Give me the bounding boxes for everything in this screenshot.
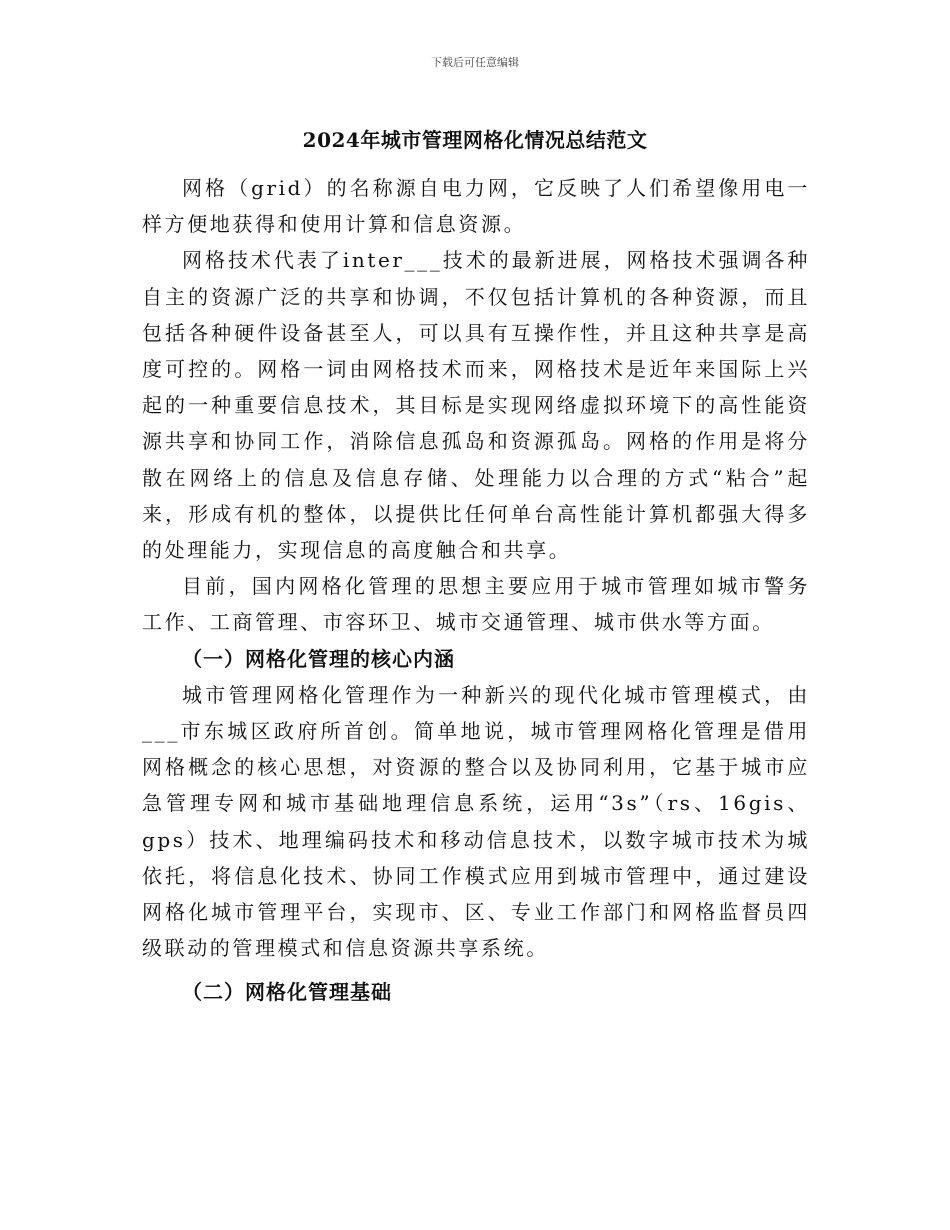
section-heading-core: （一）网格化管理的核心内涵 (182, 646, 455, 671)
paragraph-current-application: 目前，国内网格化管理的思想主要应用于城市管理如城市警务工作、工商管理、市容环卫、城市交通管理、城市供水等方面。 (142, 574, 810, 635)
paragraph-grid-technology: 网格技术代表了inter___技术的最新进展，网格技术强调各种自主的资源广泛的共享和协调，不仅包括计算机的各种资源，而且包括各种硬件设备甚至人，可以具有互操作性，并且这种共享是高度可控的。网格一词由网格技术而来，网格技术是近年来国际上兴起的一种重要信息技术，其目标是实现网络虚拟环境下的高性能资源共享和协同工作，消除信息孤岛和资源孤岛。网格的作用是将分散在网络上的信息及信息存储、处理能力以合理的方式“粘合”起来，形成有机的整体，以提供比任何单台高性能计算机都强大得多的处理能力，实现信息的高度触合和共享。 (142, 248, 810, 563)
section-heading-basis: （二）网格化管理基础 (182, 980, 392, 1005)
document-title: 2024年城市管理网格化情况总结范文 (302, 128, 648, 152)
document-body (142, 170, 810, 1011)
paragraph-core-connotation: 城市管理网格化管理作为一种新兴的现代化城市管理模式，由___市东城区政府所首创。简单地说，城市管理网格化管理是借用网格概念的核心思想，对资源的整合以及协同利用，它基于城市应急管理专网和城市基础地理信息系统，运用“3s”（rs、16gis、gps）技术、地理编码技术和移动信息技术，以数字城市技术为城依托，将信息化技术、协同工作模式应用到城市管理中，通过建设网格化城市管理平台，实现市、区、专业工作部门和网格监督员四级联动的管理模式和信息资源共享系统。 (142, 682, 810, 961)
header-note: 下载后可任意编辑 (431, 56, 519, 69)
paragraph-intro: 网格（grid）的名称源自电力网，它反映了人们希望像用电一样方便地获得和使用计算和信息资源。 (142, 176, 810, 237)
